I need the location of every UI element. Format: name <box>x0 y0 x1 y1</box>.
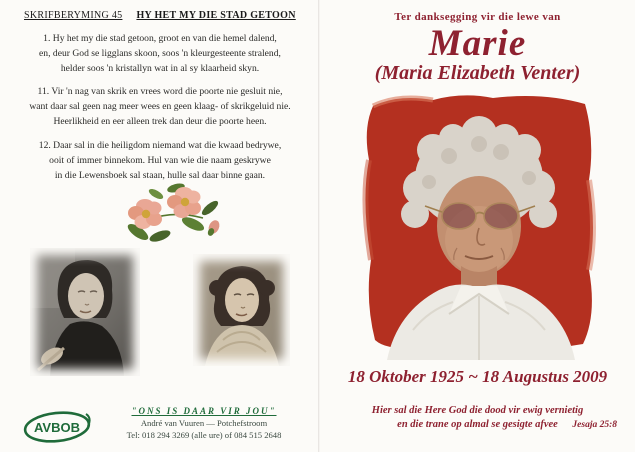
verse-line: 12. Daar sal in die heiligdom niemand wat die kwaad bedrywe, <box>38 140 282 151</box>
verse-12 <box>10 138 310 183</box>
scripture-quote <box>320 404 635 432</box>
svg-text:AVBOB: AVBOB <box>34 420 80 435</box>
scripture-reference-heading: SKRIFBERYMING 45 <box>24 10 123 21</box>
roses-illustration <box>98 180 232 250</box>
phone-numbers: Tel: 018 294 3269 (alle ure) of 084 515 2648 <box>126 430 282 440</box>
footer-text <box>98 406 310 440</box>
verse-line: 1. Hy het my die stad getoon, groot en van die hemel dalend, <box>43 33 277 44</box>
agent-name: André van Vuuren — Potchefstroom <box>140 418 268 428</box>
young-portrait-photo-left <box>30 248 140 376</box>
scripture-reference: Jesaja 25:8 <box>572 420 617 430</box>
deceased-first-name: Marie <box>428 23 527 64</box>
verse-line: in die Lewensboek sal staan, hulle sal daar binne gaan. <box>54 170 266 181</box>
hymn-title: HY HET MY DIE STAD GETOON <box>136 10 296 21</box>
scripture-line: en die trane op almal se gesigte afvee <box>397 419 558 430</box>
verse-11 <box>10 84 310 129</box>
verse-line: ooit of immer binnekom. Hul van wie die naam geskrywe <box>49 155 271 166</box>
funeral-home-footer <box>18 406 310 450</box>
elderly-portrait-photo <box>353 90 605 360</box>
birth-death-dates: 18 Oktober 1925 ~ 18 Augustus 2009 <box>347 367 608 386</box>
verse-line: en, deur God se ligglans skoon, soos 'n kleurgesteente stralend, <box>39 48 281 59</box>
right-page <box>320 0 635 452</box>
verse-1 <box>10 31 310 76</box>
deceased-full-name: (Maria Elizabeth Venter) <box>374 62 581 84</box>
verse-line: want daar sal geen nag meer wees en geen klaag- of skrikgeluid nie. <box>29 101 291 112</box>
scripture-line: Hier sal die Here God die dood vir ewig vernietig <box>371 405 584 416</box>
dedication-line: Ter danksegging vir die lewe van <box>394 11 561 23</box>
young-portrait-photo-right <box>193 254 290 366</box>
avbob-logo <box>20 408 94 448</box>
left-page-header <box>24 10 304 21</box>
verse-line: 11. Vir 'n nag van skrik en vrees word die poorte nie gesluit nie, <box>37 86 283 97</box>
verse-line: Heerlikheid en eer alleen trek dan deur die poorte heen. <box>53 116 267 127</box>
verse-line: helder soos 'n kristallyn wat in al sy klaarheid skyn. <box>60 63 260 74</box>
slogan: "ONS IS DAAR VIR JOU" <box>131 406 277 416</box>
